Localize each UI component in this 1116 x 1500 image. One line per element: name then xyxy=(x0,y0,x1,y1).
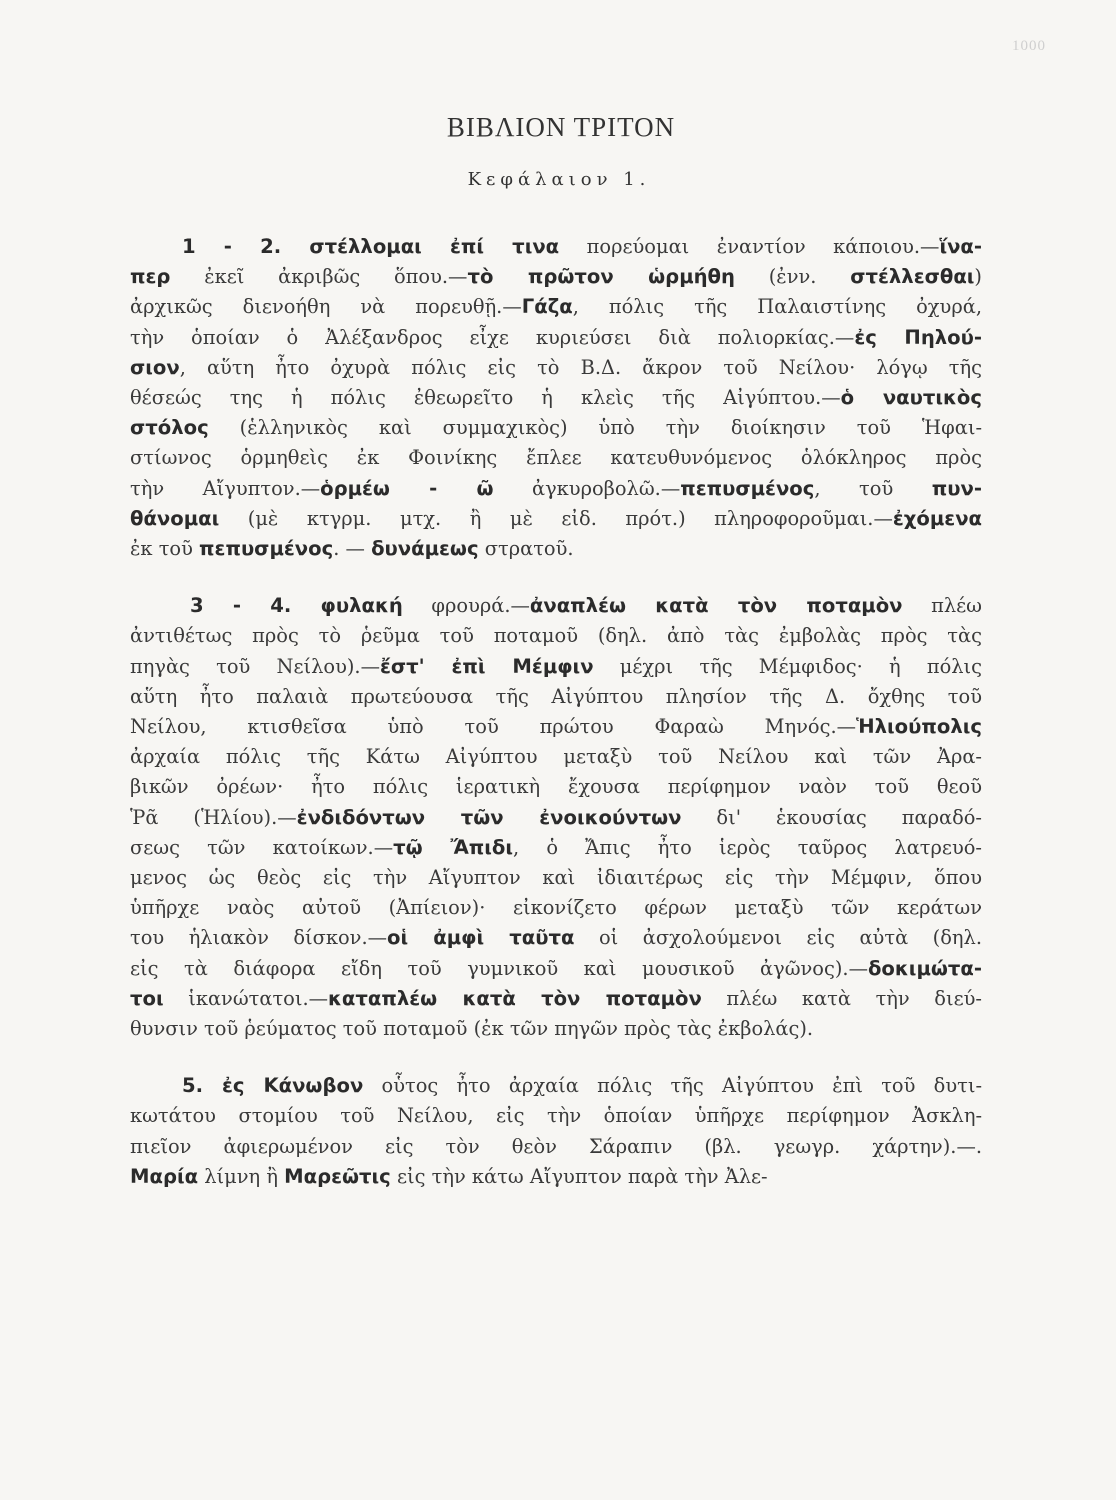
gloss-text: του ἡλιακὸν δίσκον.— xyxy=(130,926,388,950)
lemma-term: τὸ πρῶτον ὡρμήθη xyxy=(467,265,735,289)
gloss-text: οὗτος ἦτο ἀρχαία πόλις τῆς Αἰγύπτου ἐπὶ τοῦ δυτι- xyxy=(363,1074,982,1098)
lemma-term: σιον xyxy=(130,355,180,379)
gloss-text: μέχρι τῆς Μέμφιδος· ἡ πόλις xyxy=(593,654,982,678)
gloss-text: . — xyxy=(333,537,372,561)
lemma-term: δοκιμώτα- xyxy=(867,956,982,980)
gloss-text: ἀντιθέτως πρὸς τὸ ῥεῦμα τοῦ ποταμοῦ (δηλ. ἀπὸ τὰς ἐμβολὰς πρὸς τὰς xyxy=(130,624,982,648)
lemma-term: καταπλέω κατὰ τὸν ποταμὸν xyxy=(328,986,702,1010)
gloss-text: (ἐνν. xyxy=(734,265,851,289)
text-line xyxy=(130,262,982,292)
lemma-term: ἐχόμενα xyxy=(892,506,982,530)
text-line xyxy=(130,923,982,953)
lemma-term: πεπυσμένος xyxy=(199,537,334,561)
lemma-term: 3 - 4. xyxy=(190,594,321,618)
text-line xyxy=(130,954,982,984)
gloss-text: σεως τῶν κατοίκων.— xyxy=(130,835,394,859)
gloss-text: Νείλου, κτισθεῖσα ὑπὸ τοῦ πρώτου Φαραὼ Μηνός.— xyxy=(130,715,857,739)
lemma-term: Μαρία xyxy=(130,1164,199,1188)
gloss-text: θυνσιν τοῦ ῥεύματος τοῦ ποταμοῦ (ἐκ τῶν πηγῶν πρὸς τὰς ἐκβολάς). xyxy=(130,1017,814,1041)
lemma-term: Γάζα xyxy=(521,295,573,319)
lemma-term: περ xyxy=(130,265,171,289)
gloss-text: βικῶν ὀρέων· ἦτο πόλις ἱερατικὴ ἔχουσα περίφημον ναὸν τοῦ θεοῦ xyxy=(130,775,982,799)
gloss-text: πορεύομαι ἐναντίον κάποιου.— xyxy=(559,235,940,258)
lemma-term: στέλλομαι ἐπί τινα xyxy=(309,235,560,258)
text-line xyxy=(130,833,982,863)
page-corner-mark: 1000 xyxy=(1012,38,1046,54)
gloss-text: (ἑλληνικὸς καὶ συμμαχικὸς) ὑπὸ τὴν διοίκησιν τοῦ Ἡφαι- xyxy=(208,416,982,440)
text-line xyxy=(130,413,982,443)
text-line xyxy=(130,474,982,504)
chapter-title: Κεφάλαιον 1. xyxy=(467,169,651,190)
text-line xyxy=(130,803,982,833)
text-line xyxy=(130,232,982,262)
lemma-term: ἐς Κάνωβον xyxy=(222,1074,364,1098)
gloss-text: πλέω κατὰ τὴν διεύ- xyxy=(701,986,982,1010)
text-line xyxy=(130,1101,982,1131)
text-line xyxy=(130,621,982,651)
gloss-text: , ὁ Ἄπις ἦτο ἱερὸς ταῦρος λατρευό- xyxy=(513,835,982,859)
lemma-term: ἀναπλέω κατὰ τὸν ποταμὸν xyxy=(529,594,903,618)
text-line xyxy=(130,443,982,473)
lemma-term: πυν- xyxy=(931,476,982,500)
gloss-text: φρουρά.— xyxy=(402,594,530,618)
gloss-text: οἱ ἀσχολούμενοι εἰς αὐτὰ (δηλ. xyxy=(574,926,982,950)
gloss-text: ἀρχαία πόλις τῆς Κάτω Αἰγύπτου μεταξὺ τοῦ Νείλου καὶ τῶν Ἀρα- xyxy=(130,745,982,769)
text-line xyxy=(130,652,982,682)
lemma-term: ὁρμέω - ῶ xyxy=(320,476,494,500)
text-line xyxy=(130,504,982,534)
lemma-term: φυλακή xyxy=(320,594,403,618)
text-line xyxy=(130,984,982,1014)
gloss-text: ἀρχικῶς διενοήθη νὰ πορευθῇ.— xyxy=(130,295,522,319)
page-body xyxy=(130,112,982,1192)
gloss-text: (μὲ κτγρμ. μτχ. ἢ μὲ εἰδ. πρότ.) πληροφοροῦμαι.— xyxy=(219,506,893,530)
lemma-term: ὁ ναυτικὸς xyxy=(840,386,982,410)
lemma-term: πεπυσμένος xyxy=(680,476,815,500)
text-line xyxy=(130,1071,982,1101)
paragraph xyxy=(130,591,982,1044)
lemma-term: 5. xyxy=(182,1074,222,1098)
text-line xyxy=(130,893,982,923)
text-line xyxy=(130,323,982,353)
lemma-term: ἔστ' ἐπὶ Μέμφιν xyxy=(379,654,594,678)
text-line xyxy=(130,383,982,413)
gloss-text: εἰς τὰ διάφορα εἴδη τοῦ γυμνικοῦ καὶ μουσικοῦ ἀγῶνος).— xyxy=(130,956,868,980)
lemma-term: στόλος xyxy=(130,416,209,440)
gloss-text: θέσεώς της ἡ πόλις ἐθεωρεῖτο ἡ κλεὶς τῆς Αἰγύπτου.— xyxy=(130,386,841,410)
text-line xyxy=(130,742,982,772)
gloss-text: λίμνη ἢ xyxy=(198,1164,285,1188)
text-line xyxy=(130,534,982,564)
gloss-text: ἱκανώτατοι.— xyxy=(163,986,329,1010)
text-line xyxy=(130,772,982,802)
lemma-term: στέλλεσθαι xyxy=(850,265,975,289)
gloss-text: δι' ἑκουσίας παραδό- xyxy=(681,805,982,829)
paragraph xyxy=(130,1071,982,1192)
text-line xyxy=(130,863,982,893)
text-line xyxy=(130,1132,982,1162)
gloss-text: στίωνος ὁρμηθεὶς ἐκ Φοινίκης ἔπλεε κατευθυνόμενος ὁλόκληρος πρὸς xyxy=(130,446,982,470)
lemma-term: δυνάμεως xyxy=(371,537,479,561)
gloss-text: τὴν ὁποίαν ὁ Ἀλέξανδρος εἶχε κυριεύσει διὰ πολιορκίας.— xyxy=(130,325,855,349)
gloss-text: κωτάτου στομίου τοῦ Νείλου, εἰς τὴν ὁποίαν ὑπῆρχε περίφημον Ἀσκλη- xyxy=(130,1104,982,1128)
gloss-text: , αὕτη ἦτο ὀχυρὰ πόλις εἰς τὸ Β.Δ. ἄκρον τοῦ Νείλου· λόγῳ τῆς xyxy=(179,355,982,379)
gloss-text: ἀγκυροβολῶ.— xyxy=(493,476,681,500)
gloss-text: , πόλις τῆς Παλαιστίνης ὀχυρά, xyxy=(572,295,983,319)
gloss-text: ἐκ τοῦ xyxy=(130,537,200,561)
book-title: ΒΙΒΛΙΟΝ ΤΡΙΤΟΝ xyxy=(446,112,676,142)
lemma-term: οἱ ἀμφὶ ταῦτα xyxy=(387,926,575,950)
lemma-term: Ἡλιούπολις xyxy=(856,715,982,739)
lemma-term: τοι xyxy=(130,986,164,1010)
paragraph xyxy=(130,232,982,564)
gloss-text: τὴν Αἴγυπτον.— xyxy=(130,476,321,500)
gloss-text: πλέω xyxy=(902,594,982,618)
text-line xyxy=(130,292,982,322)
gloss-text: ) xyxy=(974,265,982,289)
lemma-term: ἵνα- xyxy=(939,235,983,258)
commentary-text xyxy=(130,232,982,1192)
gloss-text: πιεῖον ἀφιερωμένον εἰς τὸν θεὸν Σάραπιν (βλ. γεωγρ. χάρτην).—. xyxy=(130,1134,982,1158)
lemma-term: θάνομαι xyxy=(130,506,220,530)
gloss-text: , τοῦ xyxy=(814,476,932,500)
gloss-text: ὑπῆρχε ναὸς αὐτοῦ (Ἀπίειον)· εἰκονίζετο φέρων μεταξὺ τῶν κεράτων xyxy=(130,896,982,920)
lemma-term: 1 - 2. xyxy=(182,235,310,258)
lemma-term: ἐνδιδόντων τῶν ἐνοικούντων xyxy=(296,805,682,829)
text-line xyxy=(130,1162,982,1192)
lemma-term: Μαρεῶτις xyxy=(284,1164,391,1188)
gloss-text: Ῥᾶ (Ἡλίου).— xyxy=(130,805,297,829)
gloss-text: εἰς τὴν κάτω Αἴγυπτον παρὰ τὴν Ἀλε- xyxy=(390,1164,768,1188)
lemma-term: τῷ Ἄπιδι xyxy=(393,835,514,859)
gloss-text: πηγὰς τοῦ Νείλου).— xyxy=(130,654,380,678)
text-line xyxy=(130,712,982,742)
text-line xyxy=(130,682,982,712)
text-line xyxy=(130,591,982,621)
gloss-text: αὕτη ἦτο παλαιὰ πρωτεύουσα τῆς Αἰγύπτου πλησίον τῆς Δ. ὄχθης τοῦ xyxy=(130,684,982,708)
text-line xyxy=(130,1014,982,1044)
gloss-text: μενος ὡς θεὸς εἰς τὴν Αἴγυπτον καὶ ἰδιαιτέρως εἰς τὴν Μέμφιν, ὅπου xyxy=(130,866,982,890)
gloss-text: ἐκεῖ ἀκριβῶς ὅπου.— xyxy=(170,265,468,289)
gloss-text: στρατοῦ. xyxy=(478,537,574,561)
text-line xyxy=(130,353,982,383)
lemma-term: ἐς Πηλού- xyxy=(854,325,982,349)
